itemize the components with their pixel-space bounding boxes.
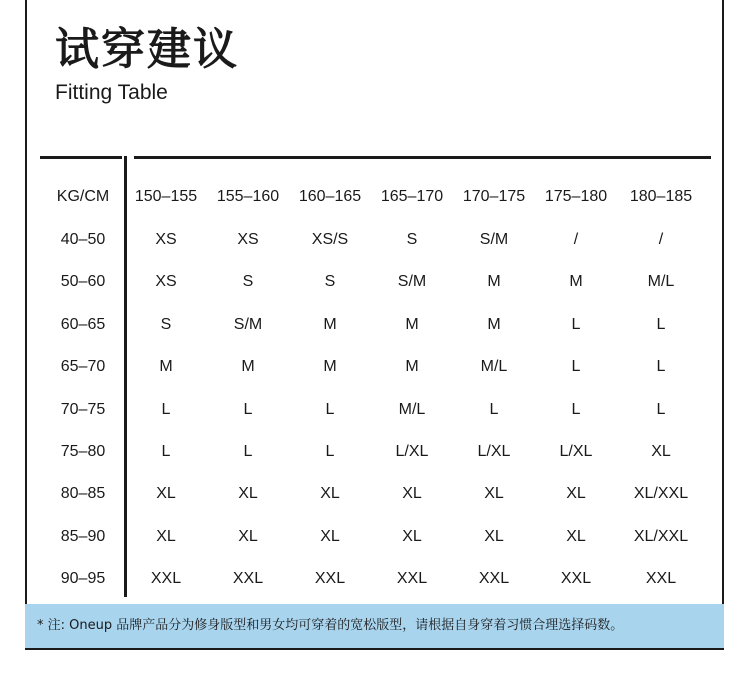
size-cell: M — [323, 358, 337, 376]
size-cell: XS/S — [311, 231, 349, 248]
size-cell: L/XL — [559, 443, 593, 460]
weight-label: 70–75 — [60, 400, 106, 418]
size-cell: L/XL — [395, 443, 429, 460]
size-cell: L — [571, 400, 581, 418]
height-header: 165–170 — [380, 188, 444, 205]
size-cell: L — [325, 400, 335, 418]
height-header: 175–180 — [544, 188, 608, 205]
size-cell: XXL — [645, 570, 677, 588]
header-rule-left — [40, 156, 122, 159]
size-cell: S — [160, 315, 172, 333]
size-cell: M — [569, 273, 583, 291]
size-cell: XXL — [396, 570, 428, 588]
size-cell: XL — [238, 527, 258, 545]
size-cell: XL — [484, 485, 504, 503]
size-cell: S/M — [397, 273, 427, 291]
size-cell: / — [573, 231, 579, 248]
size-cell: XL — [156, 527, 176, 545]
height-header: 155–160 — [216, 188, 280, 205]
size-cell: XL — [156, 485, 176, 503]
size-cell: XXL — [150, 570, 182, 588]
size-cell: M — [159, 358, 173, 376]
size-cell: XS — [155, 231, 177, 248]
fitting-note: * 注: Oneup 品牌产品分为修身版型和男女均可穿着的宽松版型，请根据自身穿着习惯合理选择码数。 — [25, 604, 724, 648]
size-cell: XL — [566, 485, 586, 503]
size-cell: L — [656, 358, 666, 376]
size-cell: XXL — [478, 570, 510, 588]
size-cell: L — [325, 443, 335, 460]
size-cell: / — [658, 231, 664, 248]
size-cell: XXL — [232, 570, 264, 588]
size-cell: XL — [320, 485, 340, 503]
weight-label: 75–80 — [60, 443, 106, 460]
size-cell: M — [241, 358, 255, 376]
weight-label: 80–85 — [60, 485, 106, 503]
size-cell: XL — [484, 527, 504, 545]
header-rule-right — [134, 156, 711, 159]
size-cell: L — [656, 400, 666, 418]
size-cell: S/M — [233, 315, 263, 333]
weight-label: 50–60 — [60, 273, 106, 291]
size-cell: XXL — [314, 570, 346, 588]
size-cell: M/L — [480, 358, 508, 376]
size-cell: L — [571, 358, 581, 376]
height-header: 150–155 — [134, 188, 198, 205]
size-cell: M/L — [647, 273, 675, 291]
weight-label: 85–90 — [60, 527, 106, 545]
size-cell: L/XL — [477, 443, 511, 460]
weight-label: 90–95 — [60, 570, 106, 588]
height-header: 170–175 — [462, 188, 526, 205]
height-header: 160–165 — [298, 188, 362, 205]
size-cell: XL — [651, 443, 671, 460]
size-cell: XS — [155, 273, 177, 291]
size-cell: XL — [402, 485, 422, 503]
size-cell: M — [487, 273, 501, 291]
size-cell: XL — [320, 527, 340, 545]
size-cell: L — [243, 443, 253, 460]
size-cell: XL — [566, 527, 586, 545]
size-cell: L — [489, 400, 499, 418]
weight-label: 65–70 — [60, 358, 106, 376]
size-cell: L — [656, 315, 666, 333]
size-cell: M — [405, 358, 419, 376]
weight-label: 40–50 — [60, 231, 106, 248]
size-cell: M — [487, 315, 501, 333]
size-cell: M/L — [398, 400, 426, 418]
size-cell: XL/XXL — [633, 485, 689, 503]
size-cell: L — [161, 400, 171, 418]
size-cell: S — [406, 231, 418, 248]
size-cell: M — [405, 315, 419, 333]
size-cell: XXL — [560, 570, 592, 588]
size-cell: L — [571, 315, 581, 333]
page-title: 试穿建议 — [55, 24, 239, 75]
weight-label: 60–65 — [60, 315, 106, 333]
size-cell: S — [242, 273, 254, 291]
size-cell: L — [161, 443, 171, 460]
page-subtitle: Fitting Table — [55, 81, 168, 104]
size-cell: L — [243, 400, 253, 418]
size-cell: XL/XXL — [633, 527, 689, 545]
height-header: 180–185 — [629, 188, 693, 205]
size-cell: XL — [402, 527, 422, 545]
size-cell: XL — [238, 485, 258, 503]
size-cell: M — [323, 315, 337, 333]
size-cell: S/M — [479, 231, 509, 248]
table-corner-label: KG/CM — [56, 188, 110, 205]
size-cell: S — [324, 273, 336, 291]
size-cell: XS — [237, 231, 259, 248]
